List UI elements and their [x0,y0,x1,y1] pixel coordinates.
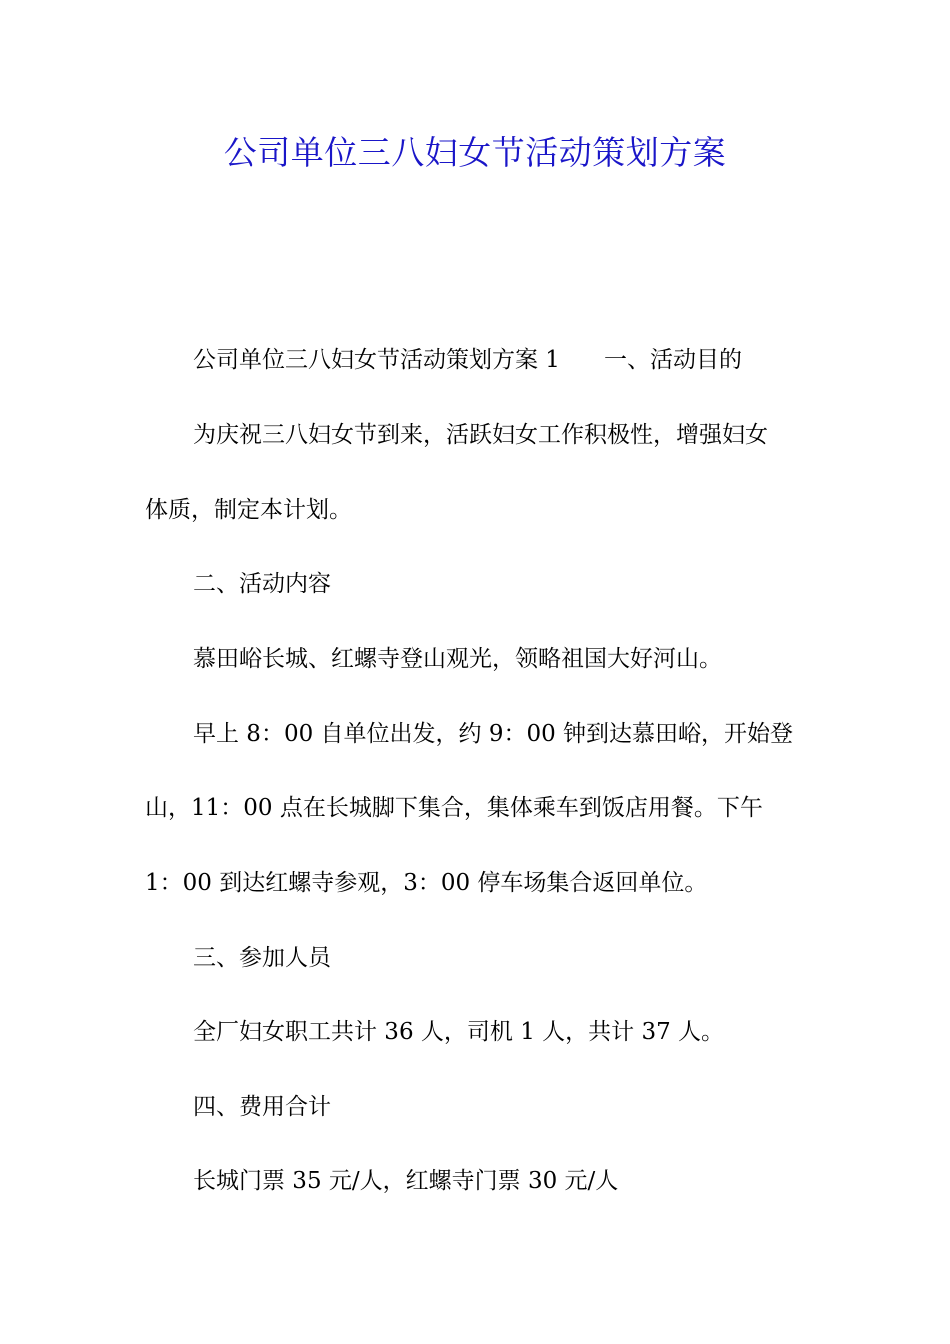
document-title: 公司单位三八妇女节活动策划方案 [223,133,727,172]
paragraph-line-7: 山，11：00 点在长城脚下集合，集体乘车到饭店用餐。下午 [145,795,763,821]
paragraph-line-10: 全厂妇女职工共计 36 人，司机 1 人，共计 37 人。 [193,1019,725,1045]
paragraph-line-3: 体质，制定本计划。 [145,497,352,523]
section-heading-plan-number: 公司单位三八妇女节活动策划方案 1 [193,347,560,373]
section-heading-costs: 四、费用合计 [193,1094,331,1120]
paragraph-line-1 [193,343,742,377]
paragraph-line-8: 1：00 到达红螺寺参观，3：00 停车场集合返回单位。 [145,870,708,896]
section-heading-content: 二、活动内容 [193,571,331,597]
paragraph-line-2: 为庆祝三八妇女节到来，活跃妇女工作积极性，增强妇女 [193,422,768,448]
paragraph-line-12: 长城门票 35 元/人，红螺寺门票 30 元/人 [193,1168,619,1194]
section-heading-participants: 三、参加人员 [193,945,331,971]
paragraph-line-5: 慕田峪长城、红螺寺登山观光，领略祖国大好河山。 [193,646,722,672]
section-heading-purpose: 一、活动目的 [603,347,742,373]
paragraph-line-6: 早上 8：00 自单位出发，约 9：00 钟到达慕田峪，开始登 [193,721,794,747]
